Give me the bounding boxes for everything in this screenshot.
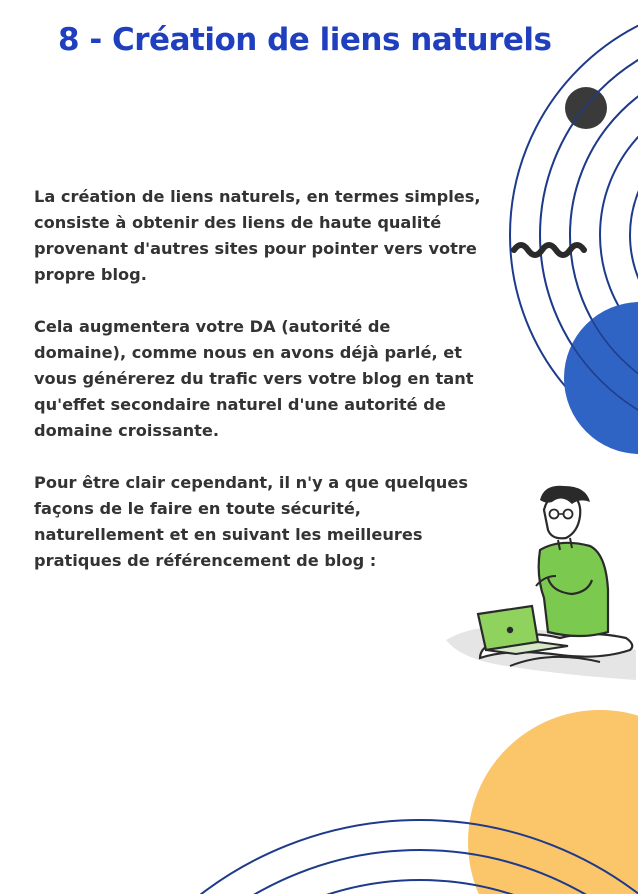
person-with-laptop-illustration [440, 480, 638, 680]
dark-dot [565, 87, 607, 129]
page-title: 8 - Création de liens naturels [58, 22, 552, 58]
blue-disc [564, 302, 638, 454]
paragraph-2: Cela augmentera votre DA (autorité de domaine), comme nous en avons déjà parlé, et vous générerez du trafic vers votre blog en tant qu'effet secondaire naturel d'une autorité de domaine croissante. [34, 317, 474, 440]
zigzag-wave-icon [514, 245, 584, 255]
yellow-disc [468, 710, 638, 894]
paragraph-3: Pour être clair cependant, il n'y a que quelques façons de le faire en toute sécurité, naturellement et en suivant les meilleures pratiques de référencement de blog : [34, 473, 468, 570]
paragraph-1: La création de liens naturels, en termes simples, consiste à obtenir des liens de haute qualité provenant d'autres sites pour pointer vers votre propre blog. [34, 187, 481, 284]
body-text [34, 184, 486, 600]
